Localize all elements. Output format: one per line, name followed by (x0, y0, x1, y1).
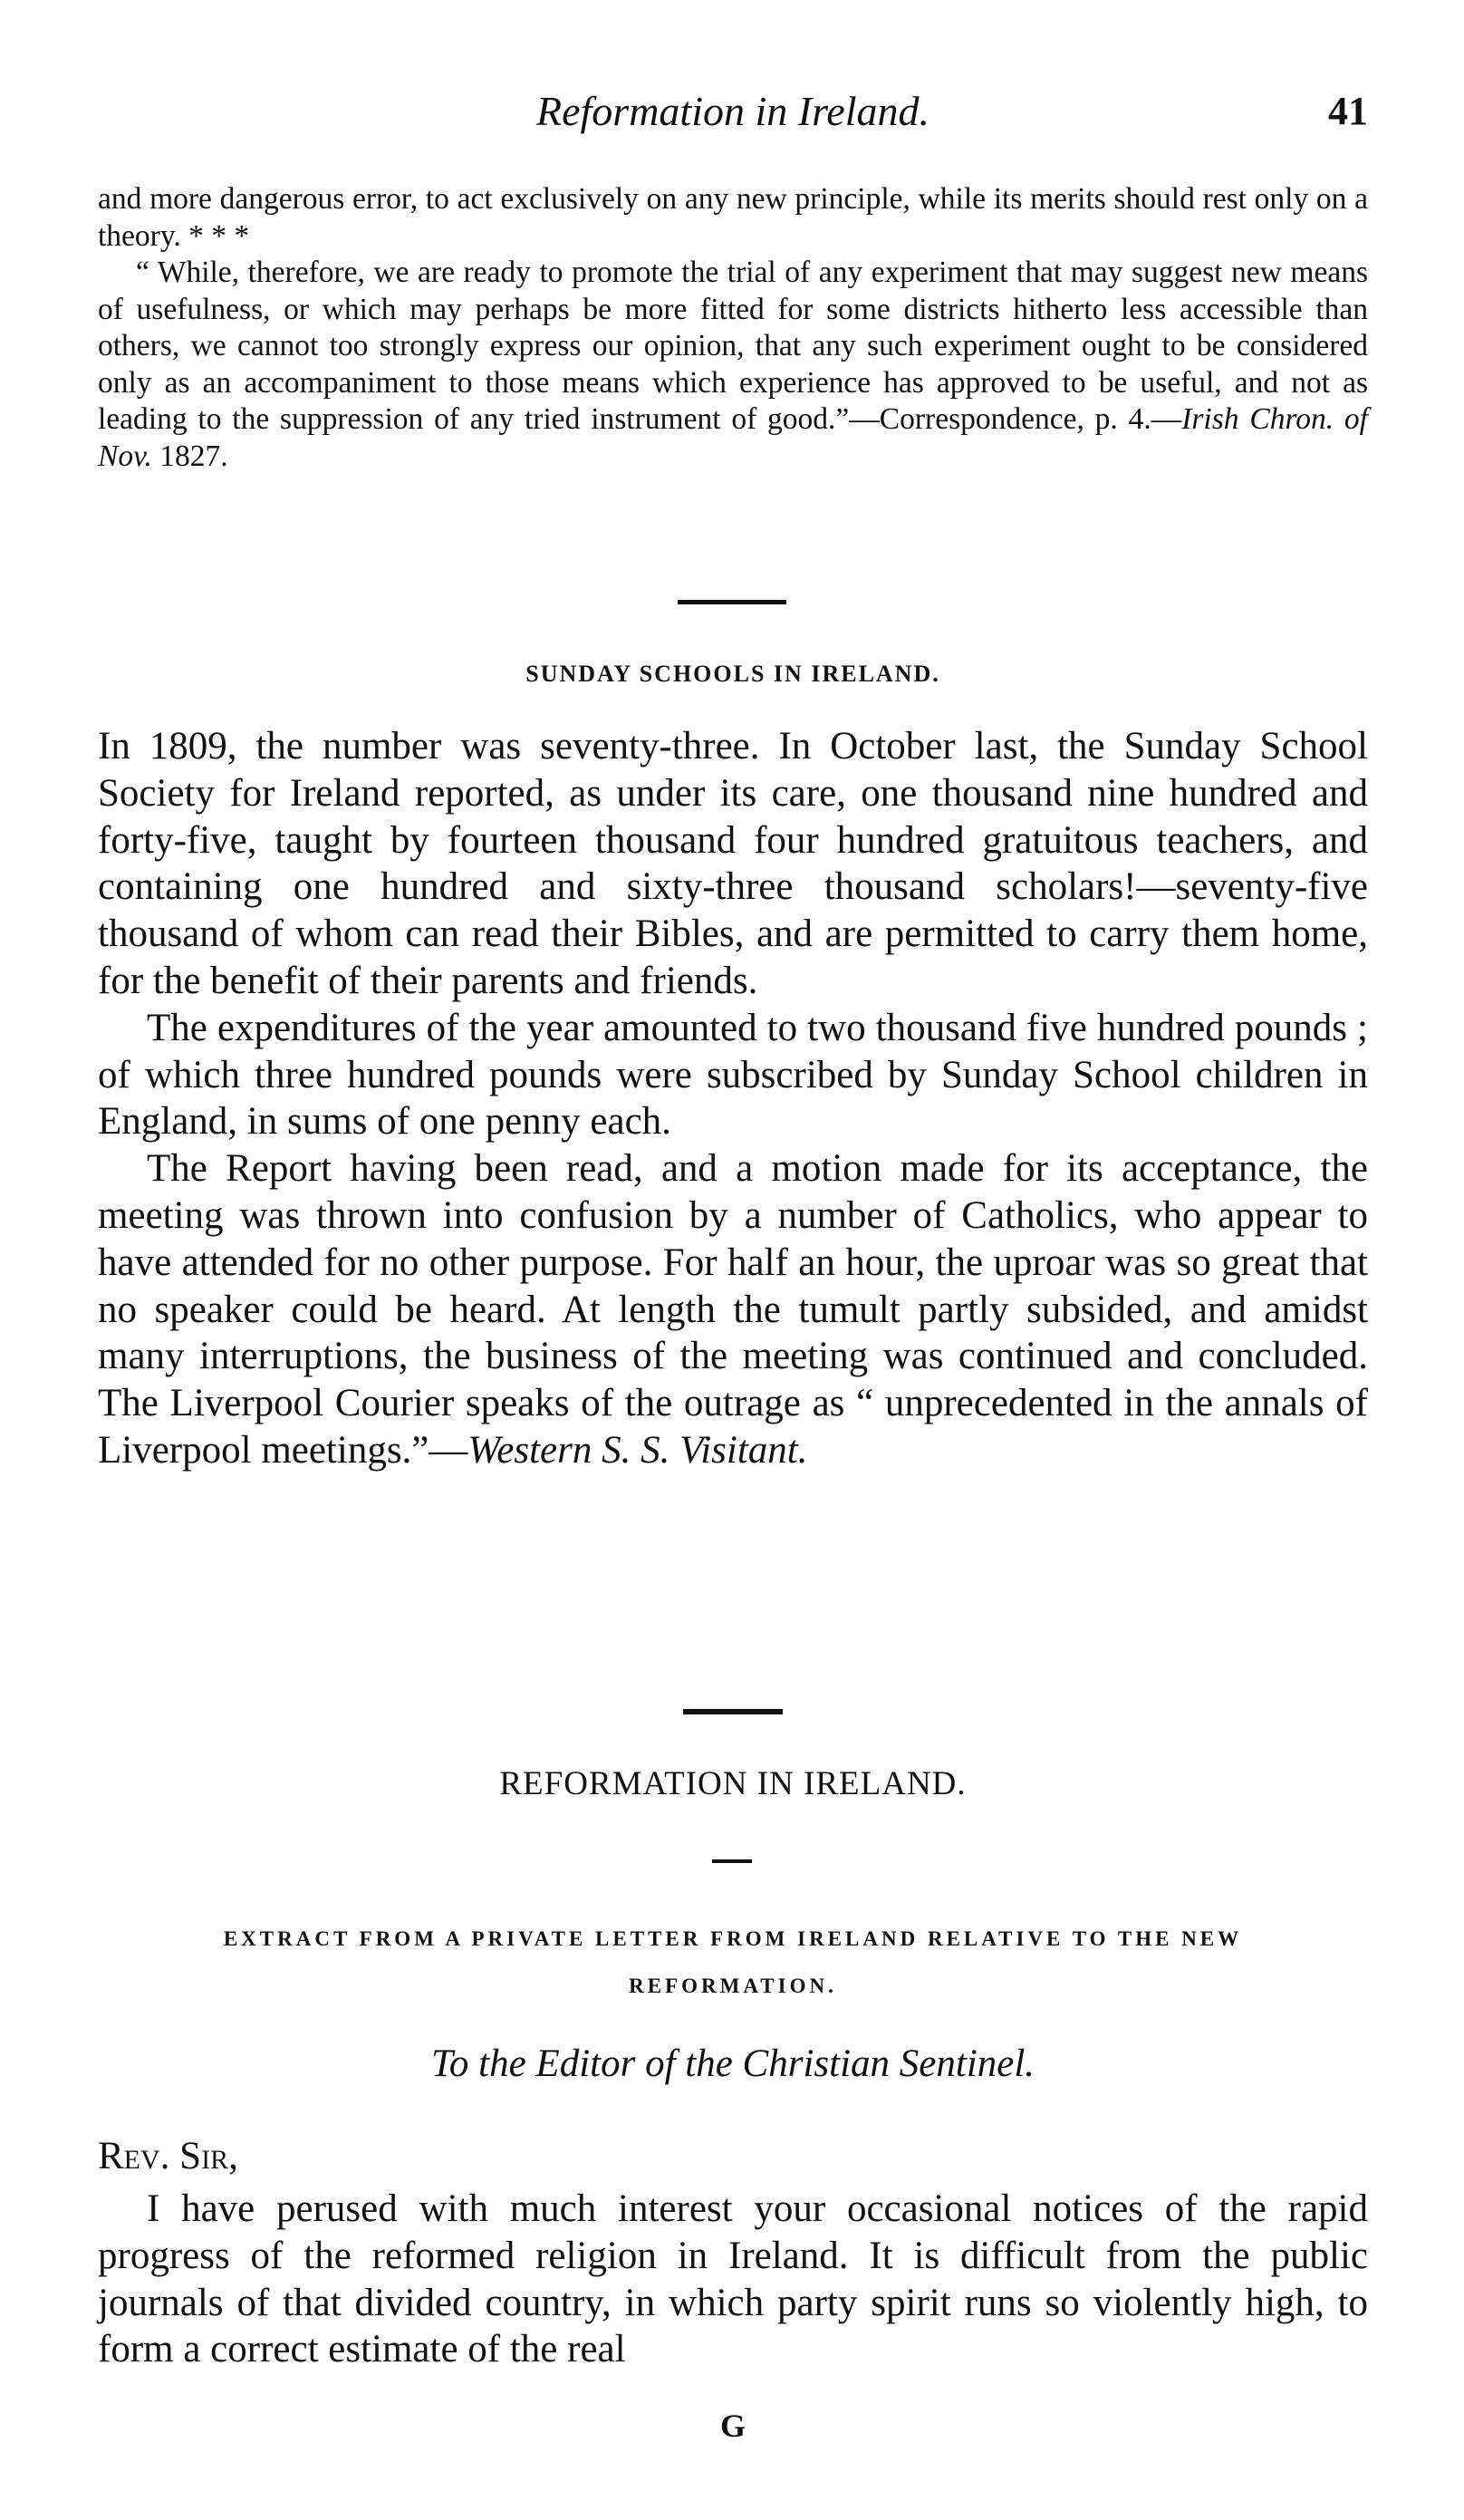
text-span: 1827. (151, 439, 228, 473)
sunday-paragraph-3 (98, 1145, 1368, 1474)
italic-citation: Western S. S. Visitant. (467, 1428, 808, 1472)
text-span: The expenditures of the year amounted to two thousand five hundred pounds ; of which three hundred pounds were subscribed by Sunday School children in England, in sums of one penny each. (98, 1006, 1368, 1144)
letter-paragraph-1 (98, 2186, 1368, 2373)
text-span: In 1809, the number was seventy-three. In October last, the Sunday School Society for Ireland reported, as under its care, one thousand nine hundred and forty-five, taught by fourteen thousand four hundred gratuitous teachers, and containing one hundred and sixty-three thousand scholars!—seventy-five thousand of whom can read their Bibles, and are permitted to carry them home, for the benefit of their parents and friends. (98, 725, 1368, 1002)
letter-body (98, 2186, 1368, 2373)
opening-block (98, 181, 1368, 475)
letter-title: To the Editor of the Christian Sentinel. (430, 2042, 1035, 2085)
short-divider (712, 1859, 752, 1863)
extract-heading-line-1: EXTRACT FROM A PRIVATE LETTER FROM IRELAND RELATIVE TO THE NEW (223, 1927, 1243, 1950)
section-divider (683, 1709, 783, 1714)
section-divider (678, 600, 786, 604)
extract-heading-line-2: REFORMATION. (629, 1974, 837, 1997)
sunday-schools-body (98, 723, 1368, 1474)
salutation: Rev. Sir, (98, 2135, 238, 2177)
reformation-heading: REFORMATION IN IRELAND. (499, 1765, 967, 1802)
italic-citation: Irish Chron. of Nov. (98, 402, 1368, 473)
sunday-schools-heading: SUNDAY SCHOOLS IN IRELAND. (525, 661, 940, 687)
sunday-paragraph-1 (98, 723, 1368, 1005)
text-span: I have perused with much interest your occasional notices of the rapid progress of the reformed religion in Ireland. It is difficult from the public journals of that divided country, in which party spirit runs so violently high, to form a correct estimate of the real (98, 2187, 1368, 2371)
opening-paragraph-2 (98, 255, 1368, 475)
signature-mark: G (719, 2408, 746, 2444)
running-header (98, 80, 1368, 143)
text-span: “ While, therefore, we are ready to promote the trial of any experiment that may suggest new means of usefulness, or which may perhaps be more fitted for some districts hitherto less accessible than others, we cannot too strongly express our opinion, that any such experiment ought to be considered only as an accompaniment to those means which experience has approved to be useful, and not as leading to the suppression of any tried instrument of good.”—Correspondence, p. 4.— (98, 256, 1368, 436)
page-number: 41 (1328, 89, 1368, 133)
text-span: and more dangerous error, to act exclusively on any new principle, while its merits should rest only on a theory. * * * (98, 182, 1368, 253)
opening-paragraph-1 (98, 181, 1368, 255)
text-span: The Report having been read, and a motion made for its acceptance, the meeting was thrown into confusion by a number of Catholics, who appear to have attended for no other purpose. For half an hour, the uproar was so great that no speaker could be heard. At length the tumult partly subsided, and amidst many interruptions, the business of the meeting was continued and concluded. The Liverpool Courier speaks of the outrage as “ unprecedented in the annals of Liverpool meetings.”— (98, 1147, 1368, 1472)
sunday-paragraph-2 (98, 1005, 1368, 1145)
running-title: Reformation in Ireland. (536, 88, 929, 134)
